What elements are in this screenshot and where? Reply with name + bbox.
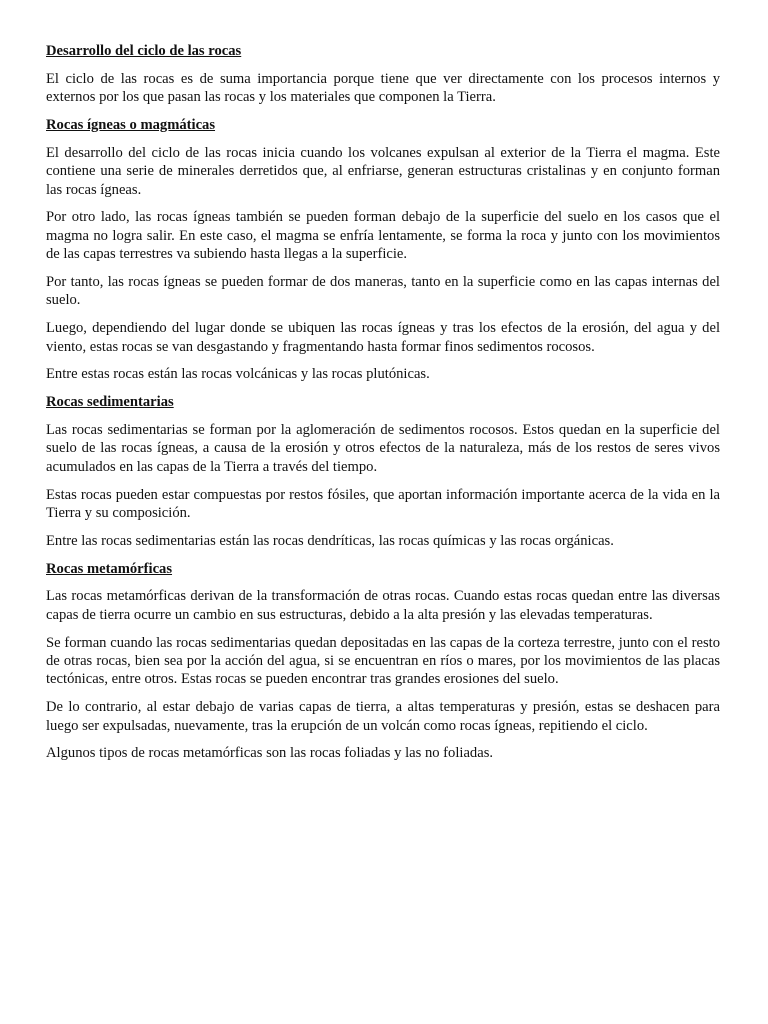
paragraph: Se forman cuando las rocas sedimentarias quedan depositadas en las capas de la corteza terrestre, junto con el resto de otras rocas, bien sea por la acción del agua, si se encuentran en ríos o mares, por los movimientos de las placas tectónicas, entre otros. Estas rocas se pueden encontrar tras grandes erosiones del suelo. [46, 634, 720, 688]
paragraph: Entre estas rocas están las rocas volcánicas y las rocas plutónicas. [46, 366, 430, 383]
section-heading: Desarrollo del ciclo de las rocas [46, 43, 242, 59]
section-heading: Rocas ígneas o magmáticas [46, 117, 216, 133]
paragraph: Las rocas sedimentarias se forman por la aglomeración de sedimentos rocosos. Estos quedan en la superficie del suelo de las rocas ígneas, a causa de la erosión y otros efectos de la naturaleza, más de los restos de seres vivos acumulados en las capas de la Tierra a través del tiempo. [46, 422, 720, 475]
paragraph: Entre las rocas sedimentarias están las rocas dendríticas, las rocas químicas y las rocas orgánicas. [46, 532, 614, 549]
paragraph: Luego, dependiendo del lugar donde se ubiquen las rocas ígneas y tras los efectos de la erosión, del agua y del viento, estas rocas se van desgastando y fragmentando hasta formar finos sedimentos rocosos. [46, 320, 720, 355]
paragraph: El ciclo de las rocas es de suma importancia porque tiene que ver directamente con los procesos internos y externos por los que pasan las rocas y los materiales que componen la Tierra. [46, 70, 720, 106]
paragraph: Las rocas metamórficas derivan de la transformación de otras rocas. Cuando estas rocas quedan entre las diversas capas de tierra ocurre un cambio en sus estructuras, debido a la alta presión y las elevadas temperaturas. [46, 588, 720, 623]
paragraph: Algunos tipos de rocas metamórficas son las rocas foliadas y las no foliadas. [46, 745, 494, 762]
section-rocas-igneas [46, 116, 720, 384]
paragraph: De lo contrario, al estar debajo de varias capas de tierra, a altas temperaturas y presión, estas se deshacen para luego ser expulsadas, nuevamente, tras la erupción de un volcán como rocas ígneas, repitiendo el ciclo. [46, 699, 720, 734]
paragraph: Por otro lado, las rocas ígneas también se pueden forman debajo de la superficie del suelo en los casos que el magma no logra salir. En este caso, el magma se enfría lentamente, se forma la roca y junto con los movimientos de las capas terrestres va subiendo hasta llegas a la superficie. [46, 209, 720, 263]
section-rocas-sedimentarias [46, 393, 720, 550]
document-page [46, 42, 720, 772]
paragraph: Estas rocas pueden estar compuestas por restos fósiles, que aportan información importante acerca de la vida en la Tierra y su composición. [46, 486, 720, 522]
section-desarrollo [46, 42, 720, 107]
paragraph: Por tanto, las rocas ígneas se pueden formar de dos maneras, tanto en la superficie como en las capas internas del suelo. [46, 274, 720, 309]
section-heading: Rocas sedimentarias [46, 394, 174, 411]
section-rocas-metamorficas [46, 560, 720, 763]
paragraph: El desarrollo del ciclo de las rocas inicia cuando los volcanes expulsan al exterior de la Tierra el magma. Este contiene una serie de minerales derretidos que, al enfriarse, generan estructuras cristalinas y en conjunto forman las rocas ígneas. [46, 144, 720, 198]
section-heading: Rocas metamórficas [46, 560, 173, 577]
